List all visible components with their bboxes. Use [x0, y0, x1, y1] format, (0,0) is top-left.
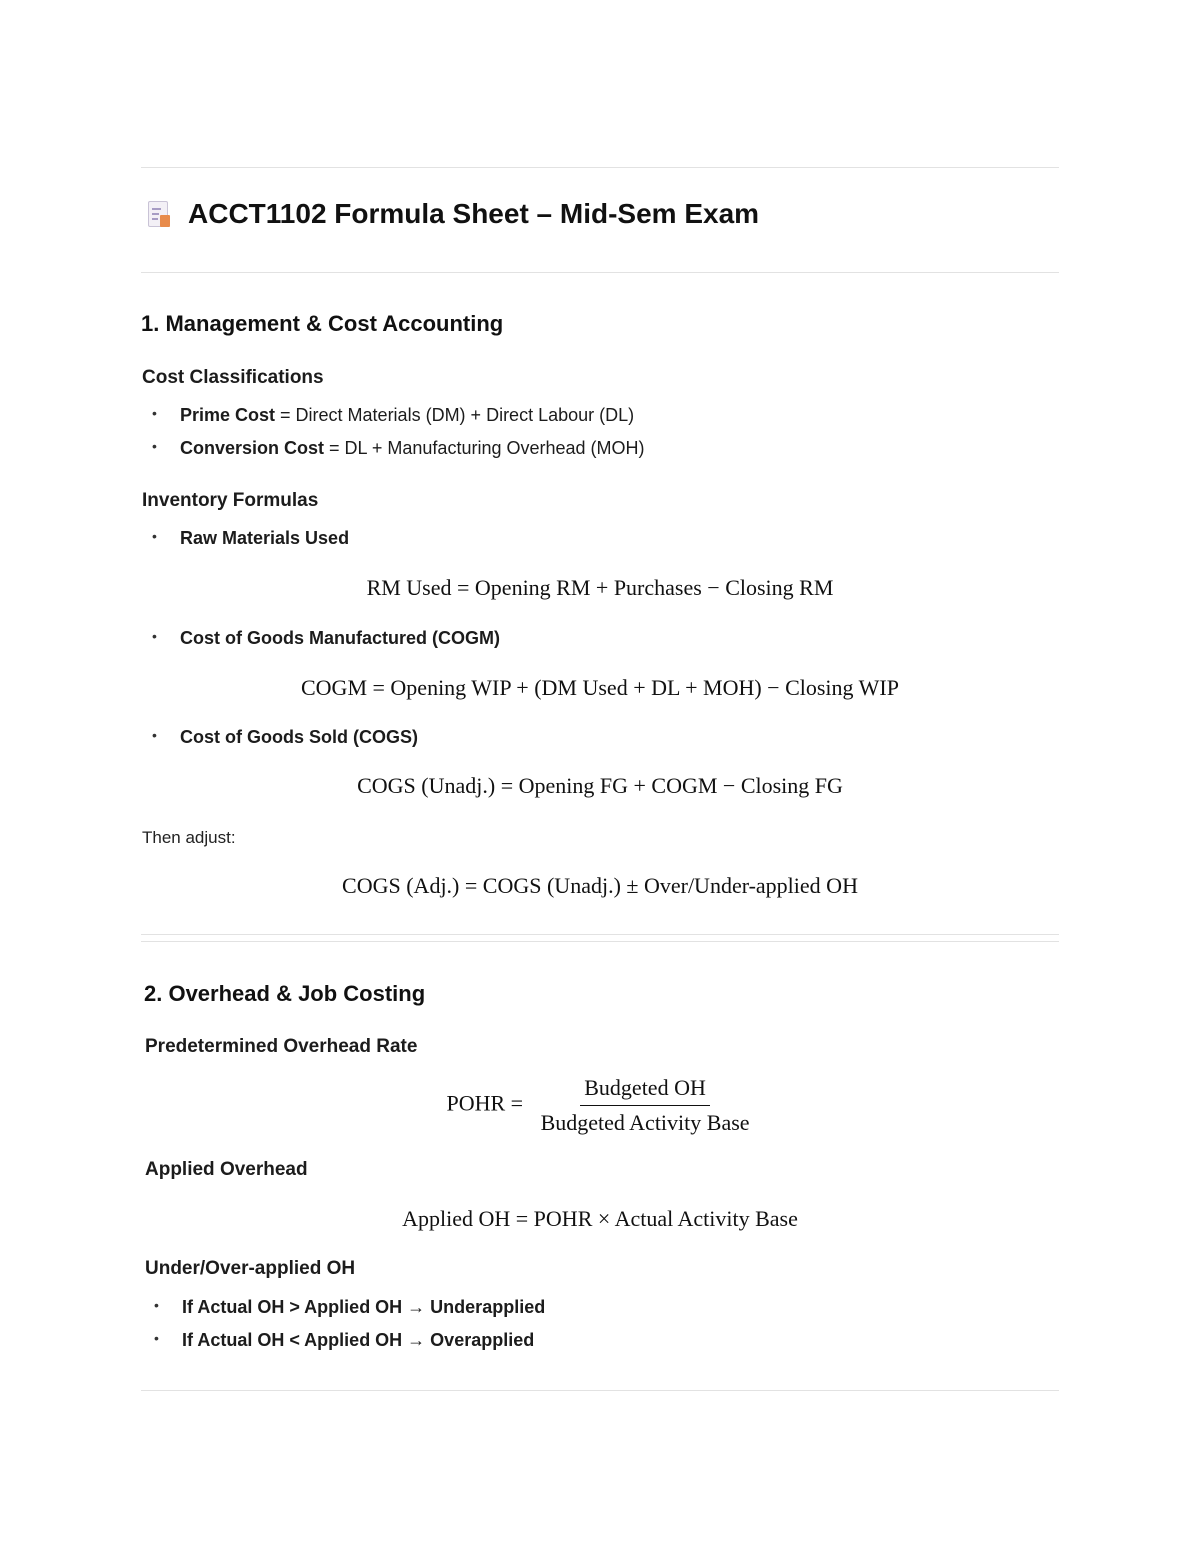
applied-overhead-heading: Applied Overhead — [145, 1159, 308, 1180]
cogm-formula: COGM = Opening WIP + (DM Used + DL + MOH) − Closing WIP — [301, 675, 899, 700]
pohr-formula — [141, 1075, 1059, 1136]
under-over-heading: Under/Over-applied OH — [145, 1258, 356, 1279]
bullet-icon: • — [152, 528, 157, 544]
list-item-cogs — [152, 727, 418, 748]
pohr-fraction — [537, 1075, 754, 1136]
cogs-adj-formula: COGS (Adj.) = COGS (Unadj.) ± Over/Under-applied OH — [342, 873, 858, 898]
overapplied-text: If Actual OH < Applied OH → Overapplied — [182, 1330, 535, 1350]
pohr-heading: Predetermined Overhead Rate — [145, 1036, 418, 1057]
list-item-rm-used — [152, 528, 350, 549]
cogs-label: Cost of Goods Sold (COGS) — [180, 727, 418, 747]
divider-after-title — [141, 272, 1059, 273]
applied-oh-formula: Applied OH = POHR × Actual Activity Base — [402, 1206, 798, 1231]
divider-section1-a — [141, 934, 1059, 935]
document-title-row — [148, 198, 759, 230]
then-adjust-text: Then adjust: — [142, 828, 236, 847]
list-item-conversion-cost — [152, 438, 645, 459]
inventory-formulas-heading: Inventory Formulas — [142, 490, 319, 511]
section2-heading: 2. Overhead & Job Costing — [144, 981, 426, 1006]
bullet-icon: • — [152, 405, 157, 421]
prime-cost-definition: = Direct Materials (DM) + Direct Labour (DL) — [275, 405, 635, 425]
pohr-lhs: POHR = — [446, 1090, 524, 1116]
pohr-denominator: Budgeted Activity Base — [540, 1110, 750, 1135]
memo-document-icon — [148, 201, 170, 227]
bullet-icon: • — [154, 1297, 159, 1313]
divider-top — [141, 167, 1059, 168]
rm-used-formula: RM Used = Opening RM + Purchases − Closing RM — [366, 575, 834, 600]
divider-bottom — [141, 1390, 1059, 1391]
underapplied-text: If Actual OH > Applied OH → Underapplied — [182, 1297, 546, 1317]
section1-heading: 1. Management & Cost Accounting — [141, 311, 504, 336]
list-item-prime-cost — [152, 405, 635, 426]
conversion-cost-definition: = DL + Manufacturing Overhead (MOH) — [324, 438, 645, 458]
rm-used-label: Raw Materials Used — [180, 528, 350, 548]
conversion-cost-term: Conversion Cost — [180, 438, 325, 458]
cogs-unadj-formula: COGS (Unadj.) = Opening FG + COGM − Closing FG — [357, 773, 843, 798]
bullet-icon: • — [152, 628, 157, 644]
document-title: ACCT1102 Formula Sheet – Mid-Sem Exam — [188, 198, 760, 229]
cost-classifications-heading: Cost Classifications — [142, 367, 324, 388]
divider-section1-b — [141, 941, 1059, 942]
prime-cost-term: Prime Cost — [180, 405, 276, 425]
bullet-icon: • — [152, 727, 157, 743]
cogm-label: Cost of Goods Manufactured (COGM) — [180, 628, 500, 648]
pohr-numerator: Budgeted OH — [580, 1075, 710, 1106]
bullet-icon: • — [152, 438, 157, 454]
list-item-underapplied — [154, 1297, 546, 1318]
list-item-overapplied — [154, 1330, 535, 1351]
list-item-cogm — [152, 628, 500, 649]
bullet-icon: • — [154, 1330, 159, 1346]
